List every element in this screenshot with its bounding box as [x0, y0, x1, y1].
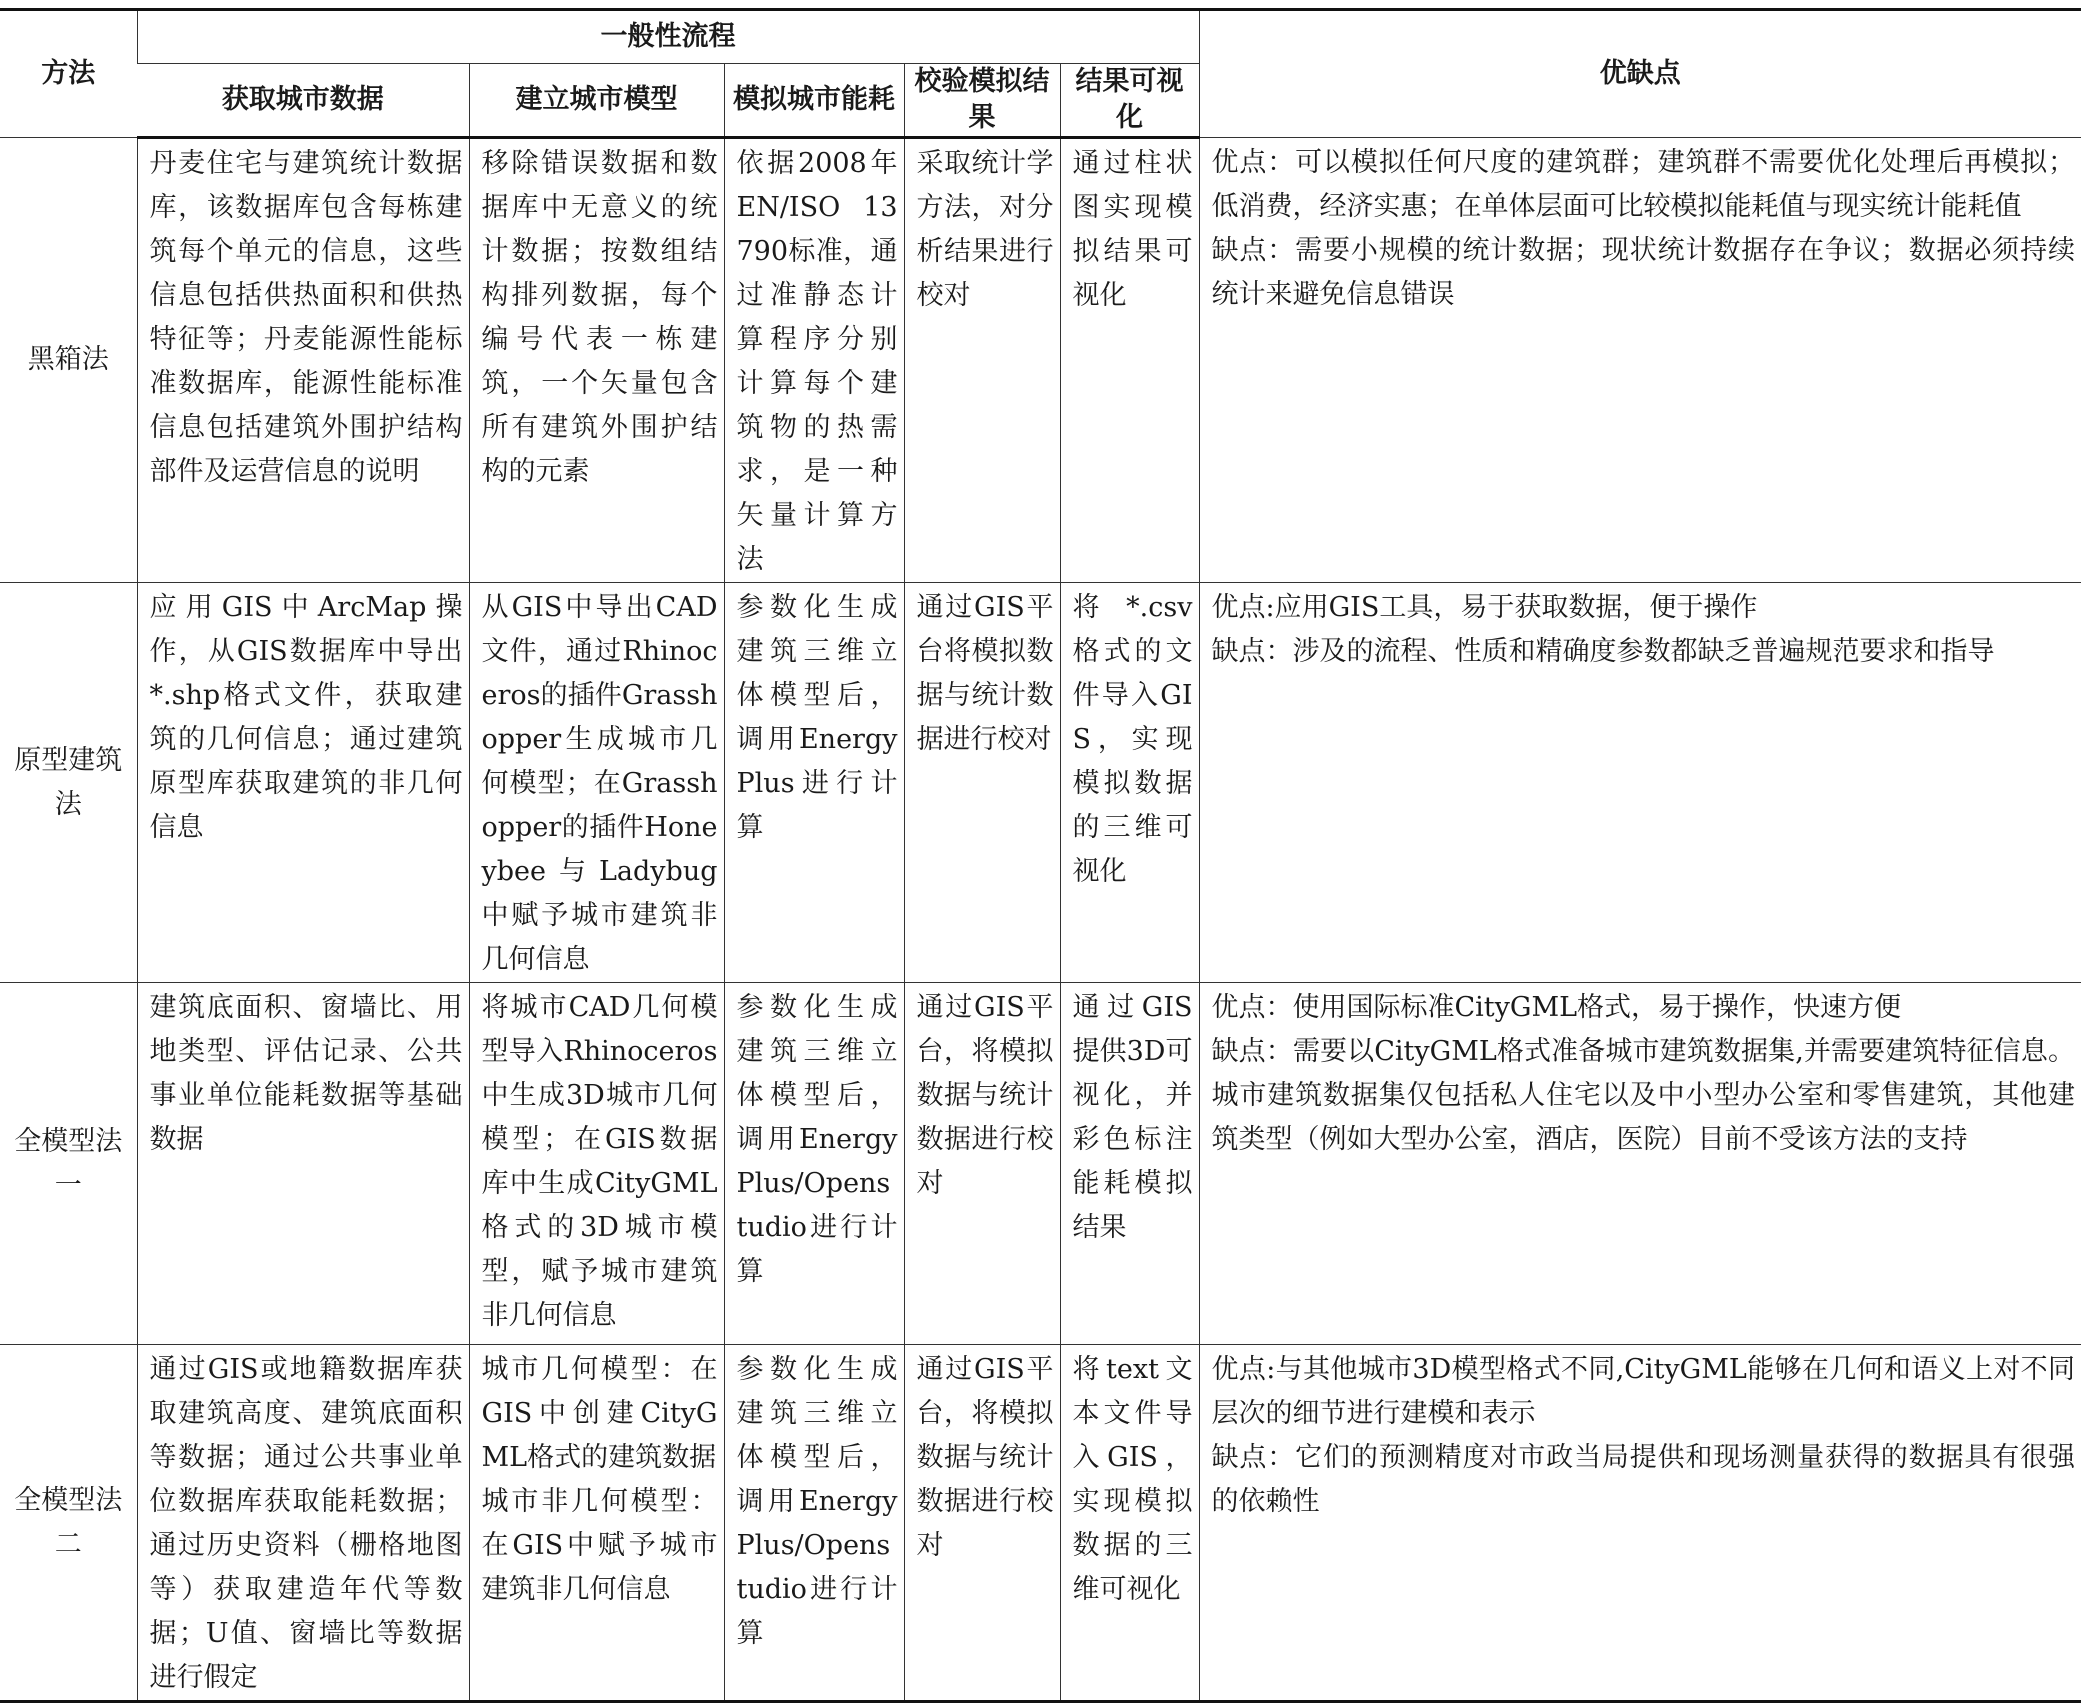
row-method: 全模型法一: [0, 983, 137, 1345]
header-method: 方法: [0, 10, 137, 138]
cell-data: 通过GIS或地籍数据库获取建筑高度、建筑底面积等数据；通过公共事业单位数据库获取能耗数据；通过历史资料（栅格地图等）获取建造年代等数据；U值、窗墙比等数据进行假定: [137, 1345, 469, 1702]
cell-visualize: 将*.csv格式的文件导入GIS，实现模拟数据的三维可视化: [1060, 583, 1199, 983]
cell-pros-cons: 优点:与其他城市3D模型格式不同,CityGML能够在几何和语义上对不同层次的细节进行建模和表示 缺点：它们的预测精度对市政当局提供和现场测量获得的数据具有很强的依赖性: [1199, 1345, 2081, 1702]
cell-model: 将城市CAD几何模型导入Rhinoceros中生成3D城市几何模型；在GIS数据库中生成CityGML格式的3D城市模型，赋予城市建筑非几何信息: [469, 983, 724, 1345]
cell-visualize: 通过GIS提供3D可视化，并彩色标注能耗模拟结果: [1060, 983, 1199, 1345]
header-row-top: [0, 10, 2081, 64]
cell-verify: 通过GIS平台将模拟数据与统计数据进行校对: [904, 583, 1060, 983]
row-method: 原型建筑法: [0, 583, 137, 983]
cell-verify: 采取统计学方法，对分析结果进行校对: [904, 138, 1060, 583]
table-row: [0, 983, 2081, 1345]
cell-pros-cons: 优点：可以模拟任何尺度的建筑群；建筑群不需要优化处理后再模拟；低消费，经济实惠；在单体层面可比较模拟能耗值与现实统计能耗值 缺点：需要小规模的统计数据；现状统计数据存在争议；数据必须持续统计来避免信息错误: [1199, 138, 2081, 583]
cell-simulate: 参数化生成建筑三维立体模型后，调用EnergyPlus/Openstudio进行计算: [724, 983, 904, 1345]
table-row: [0, 138, 2081, 583]
header-step-data: 获取城市数据: [137, 64, 469, 138]
comparison-table-wrapper: [0, 8, 2081, 1703]
cell-pros-cons: 优点:应用GIS工具，易于获取数据，便于操作 缺点：涉及的流程、性质和精确度参数都缺乏普遍规范要求和指导: [1199, 583, 2081, 983]
cell-simulate: 依据2008年EN/ISO 13790标准，通过准静态计算程序分别计算每个建筑物的热需求，是一种矢量计算方法: [724, 138, 904, 583]
cell-data: 建筑底面积、窗墙比、用地类型、评估记录、公共事业单位能耗数据等基础数据: [137, 983, 469, 1345]
methods-comparison-table: [0, 8, 2081, 1703]
row-method: 黑箱法: [0, 138, 137, 583]
header-step-verify: 校验模拟结果: [904, 64, 1060, 138]
cell-model: 从GIS中导出CAD文件，通过Rhinoceros的插件Grasshopper生成城市几何模型；在Grasshopper的插件Honeybee与Ladybug中赋予城市建筑非几何信息: [469, 583, 724, 983]
cell-model: 城市几何模型：在GIS中创建CityGML格式的建筑数据 城市非几何模型：在GIS中赋予城市建筑非几何信息: [469, 1345, 724, 1702]
cell-visualize: 通过柱状图实现模拟结果可视化: [1060, 138, 1199, 583]
header-pros-cons: 优缺点: [1199, 10, 2081, 138]
cell-data: 丹麦住宅与建筑统计数据库，该数据库包含每栋建筑每个单元的信息，这些信息包括供热面积和供热特征等；丹麦能源性能标准数据库，能源性能标准信息包括建筑外围护结构部件及运营信息的说明: [137, 138, 469, 583]
header-step-model: 建立城市模型: [469, 64, 724, 138]
cell-simulate: 参数化生成建筑三维立体模型后，调用EnergyPlus/Openstudio进行计算: [724, 1345, 904, 1702]
cell-verify: 通过GIS平台，将模拟数据与统计数据进行校对: [904, 1345, 1060, 1702]
cell-pros-cons: 优点：使用国际标准CityGML格式，易于操作，快速方便 缺点：需要以CityGML格式准备城市建筑数据集,并需要建筑特征信息。城市建筑数据集仅包括私人住宅以及中小型办公室和零售建筑，其他建筑类型（例如大型办公室，酒店，医院）目前不受该方法的支持: [1199, 983, 2081, 1345]
table-row: [0, 1345, 2081, 1702]
cell-verify: 通过GIS平台，将模拟数据与统计数据进行校对: [904, 983, 1060, 1345]
table-row: [0, 583, 2081, 983]
header-step-visualize: 结果可视化: [1060, 64, 1199, 138]
header-general-process: 一般性流程: [137, 10, 1199, 64]
cell-data: 应用GIS中ArcMap操作，从GIS数据库中导出*.shp格式文件，获取建筑的几何信息；通过建筑原型库获取建筑的非几何信息: [137, 583, 469, 983]
cell-model: 移除错误数据和数据库中无意义的统计数据；按数组结构排列数据，每个编号代表一栋建筑，一个矢量包含所有建筑外围护结构的元素: [469, 138, 724, 583]
cell-simulate: 参数化生成建筑三维立体模型后，调用EnergyPlus进行计算: [724, 583, 904, 983]
row-method: 全模型法二: [0, 1345, 137, 1702]
cell-visualize: 将text文本文件导入GIS，实现模拟数据的三维可视化: [1060, 1345, 1199, 1702]
header-step-simulate: 模拟城市能耗: [724, 64, 904, 138]
